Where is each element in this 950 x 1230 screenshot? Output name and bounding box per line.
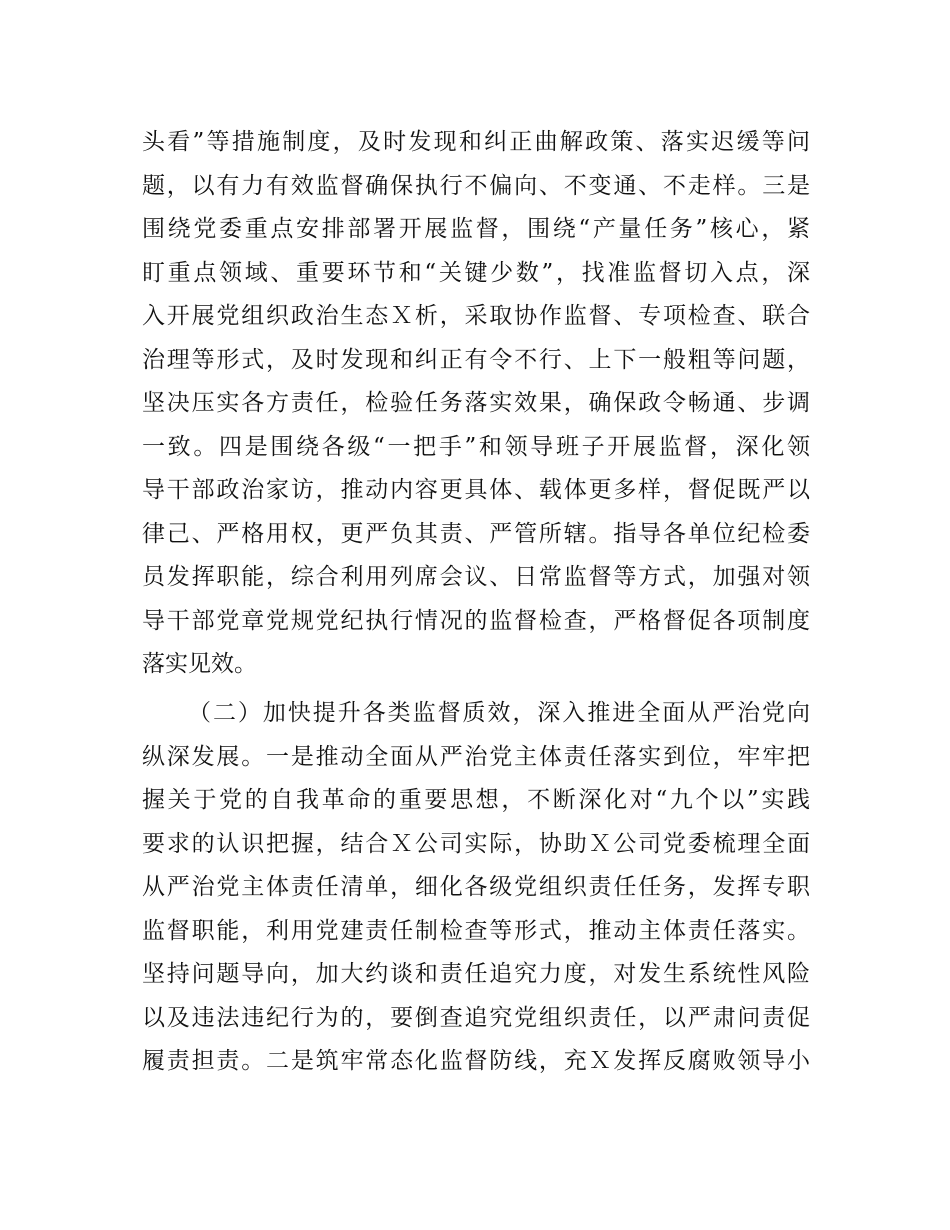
- section-heading-line: （二）加快提升各类监督质效，深入推进全面从严治党向: [188, 700, 810, 726]
- paragraph-line: 坚决压实各方责任，检验任务落实效果，确保政令畅通、步调: [142, 390, 810, 416]
- paragraph-line: 监督职能，利用党建责任制检查等形式，推动主体责任落实。: [142, 917, 810, 944]
- paragraph-line: 员发挥职能，综合利用列席会议、日常监督等方式，加强对领: [142, 564, 810, 590]
- paragraph-line: 导干部政治家访，推动内容更具体、载体更多样，督促既严以: [142, 477, 810, 503]
- paragraph-line: 治理等形式，及时发现和纠正有令不行、上下一般粗等问题，: [142, 346, 810, 373]
- paragraph-line: 纵深发展。一是推动全面从严治党主体责任落实到位，牢牢把: [142, 743, 810, 770]
- section-paragraph: [142, 692, 810, 1084]
- paragraph-continuation: [142, 121, 810, 687]
- paragraph-line: 从严治党主体责任清单，细化各级党组织责任任务，发挥专职: [142, 874, 810, 900]
- paragraph-line: 导干部党章党规党纪执行情况的监督检查，严格督促各项制度: [142, 607, 810, 634]
- paragraph-line: 握关于党的自我革命的重要思想，不断深化对“九个以”实践: [142, 787, 810, 813]
- paragraph-line: 履责担责。二是筑牢常态化监督防线，充Ｘ发挥反腐败领导小: [142, 1048, 810, 1074]
- paragraph-line: 围绕党委重点安排部署开展监督，围绕“产量任务”核心，紧: [142, 216, 810, 242]
- paragraph-line: 题，以有力有效监督确保执行不偏向、不变通、不走样。三是: [142, 172, 810, 199]
- paragraph-line: 要求的认识把握，结合Ｘ公司实际，协助Ｘ公司党委梳理全面: [142, 830, 810, 857]
- paragraph-line: 一致。四是围绕各级“一把手”和领导班子开展监督，深化领: [142, 433, 810, 460]
- paragraph-line: 落实见效。: [142, 651, 257, 677]
- paragraph-line: 入开展党组织政治生态Ｘ析，采取协作监督、专项检查、联合: [142, 303, 810, 329]
- paragraph-line: 头看”等措施制度，及时发现和纠正曲解政策、落实迟缓等问: [142, 129, 810, 155]
- paragraph-line: 以及违法违纪行为的，要倒查追究党组织责任，以严肃问责促: [142, 1004, 810, 1031]
- paragraph-line: 坚持问题导向，加大约谈和责任追究力度，对发生系统性风险: [142, 961, 810, 987]
- paragraph-line: 盯重点领域、重要环节和“关键少数”，找准监督切入点，深: [142, 259, 810, 286]
- paragraph-line: 律己、严格用权，更严负其责、严管所辖。指导各单位纪检委: [142, 520, 810, 547]
